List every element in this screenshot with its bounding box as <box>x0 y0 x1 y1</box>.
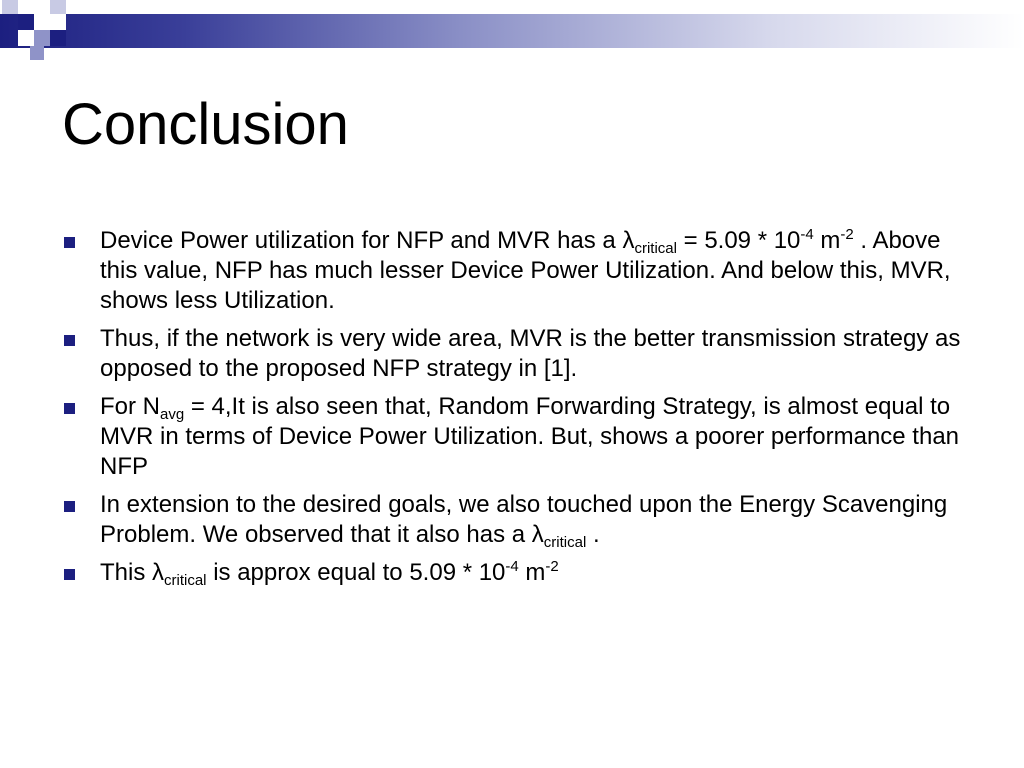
subscript: critical <box>543 534 587 551</box>
slide-title: Conclusion <box>62 92 349 157</box>
bullet-text: = 4,It is also seen that, Random Forwarding Strategy, is almost equal to MVR in terms of Device Power Utilization. But, shows a poorer performance than NFP <box>100 393 960 480</box>
bullet-text: In extension to the desired goals, we also touched upon the Energy Scavenging Problem. We observed that it also has a λ <box>100 491 948 548</box>
bullet-list <box>62 226 962 596</box>
bullet-item <box>62 392 962 482</box>
bullet-text: is approx equal to 5.09 * 10 <box>206 559 506 586</box>
bullet-text: For N <box>100 393 160 420</box>
decorative-square <box>18 14 34 30</box>
square-bullet-icon <box>64 569 75 580</box>
bullet-text: Thus, if the network is very wide area, MVR is the better transmission strategy as opposed to the proposed NFP strategy in [1]. <box>100 325 961 382</box>
bullet-item <box>62 558 962 588</box>
decorative-square <box>50 14 66 30</box>
square-bullet-icon <box>64 501 75 512</box>
bullet-item <box>62 226 962 316</box>
superscript: -2 <box>840 226 854 243</box>
square-bullet-icon <box>64 335 75 346</box>
bullet-item <box>62 490 962 550</box>
bullet-text: . <box>586 521 600 548</box>
decorative-square <box>34 14 50 30</box>
decorative-square <box>66 0 80 14</box>
bullet-item <box>62 324 962 384</box>
superscript: -4 <box>800 226 814 243</box>
decorative-square <box>34 30 50 46</box>
subscript: critical <box>634 240 677 257</box>
subscript: critical <box>164 572 207 589</box>
subscript: avg <box>160 406 185 423</box>
superscript: -2 <box>545 558 559 575</box>
bullet-text: Device Power utilization for NFP and MVR has a λ <box>100 227 635 254</box>
square-bullet-icon <box>64 237 75 248</box>
decorative-square <box>30 46 44 60</box>
decorative-square <box>50 0 66 14</box>
square-bullet-icon <box>64 403 75 414</box>
bullet-text: m <box>518 559 546 586</box>
decorative-square <box>2 0 18 14</box>
bullet-text: This λ <box>100 559 165 586</box>
bullet-text: = 5.09 * 10 <box>676 227 801 254</box>
bullet-text: m <box>813 227 841 254</box>
header-gradient-bar <box>0 14 1024 48</box>
decorative-square <box>18 30 34 46</box>
superscript: -4 <box>505 558 519 575</box>
bullet-text: . Above this value, NFP has much lesser Device Power Utilization. And below this, MVR, shows less Utilization. <box>100 227 951 314</box>
decorative-square <box>50 30 66 46</box>
